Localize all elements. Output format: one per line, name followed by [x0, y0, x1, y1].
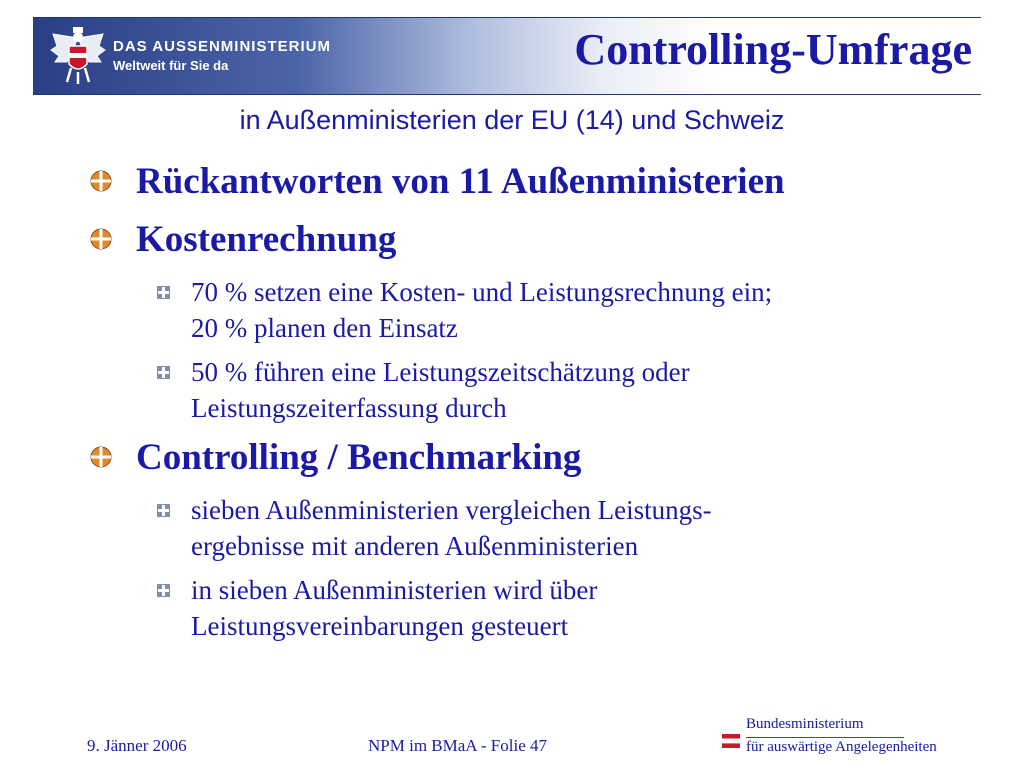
footer-ministry-line2: für auswärtige Angelegenheiten — [746, 739, 937, 755]
sub-bullet-text — [191, 492, 712, 564]
ministry-tagline: Weltweit für Sie da — [113, 58, 229, 73]
square-cross-bullet-icon — [157, 584, 170, 597]
footer-slide-number: NPM im BMaA - Folie 47 — [368, 736, 547, 755]
sub-bullet-item — [157, 492, 990, 564]
sub-bullet-line: 20 % planen den Einsatz — [191, 313, 458, 343]
austrian-flag-icon — [722, 734, 740, 748]
ministry-name: DAS AUSSENMINISTERIUM — [113, 38, 331, 55]
sub-bullet-text — [191, 572, 597, 644]
bullet-item-cost-accounting — [90, 216, 990, 264]
sub-bullet-item — [157, 572, 990, 644]
bullet-text: Rückantworten von 11 Außenministerien — [136, 161, 785, 202]
circle-cross-bullet-icon — [90, 446, 112, 468]
sub-bullet-item — [157, 354, 990, 426]
sub-bullet-line: Leistungsvereinbarungen gesteuert — [191, 611, 569, 641]
austrian-eagle-icon — [47, 24, 109, 88]
square-cross-bullet-icon — [157, 366, 170, 379]
bullet-text: Controlling / Benchmarking — [136, 437, 582, 478]
footer-date: 9. Jänner 2006 — [87, 736, 187, 755]
bullet-list — [90, 158, 990, 652]
circle-cross-bullet-icon — [90, 228, 112, 250]
sub-bullet-line: 70 % setzen eine Kosten- und Leistungsrechnung ein; — [191, 277, 773, 307]
circle-cross-bullet-icon — [90, 170, 112, 192]
sub-bullet-item — [157, 274, 990, 346]
footer-ministry-line1: Bundesministerium — [746, 716, 864, 732]
sub-bullet-line: in sieben Außenministerien wird über — [191, 575, 598, 605]
sub-bullet-text — [191, 274, 772, 346]
ministry-logo — [33, 18, 483, 93]
footer-ministry-logo — [722, 716, 962, 760]
square-cross-bullet-icon — [157, 504, 170, 517]
page-title: Controlling-Umfrage — [574, 25, 972, 74]
bullet-text: Kostenrechnung — [136, 219, 397, 260]
subtitle: in Außenministerien der EU (14) und Schweiz — [239, 105, 785, 135]
bullet-item-responses — [90, 158, 990, 206]
sub-bullet-line: Leistungszeiterfassung durch — [191, 393, 507, 423]
sub-bullet-line: sieben Außenministerien vergleichen Leistungs- — [191, 495, 712, 525]
square-cross-bullet-icon — [157, 286, 170, 299]
footer-divider — [746, 737, 904, 738]
bullet-item-controlling — [90, 434, 990, 482]
sub-bullet-line: 50 % führen eine Leistungszeitschätzung oder — [191, 357, 690, 387]
sub-bullet-text — [191, 354, 690, 426]
sub-bullet-line: ergebnisse mit anderen Außenministerien — [191, 531, 639, 561]
